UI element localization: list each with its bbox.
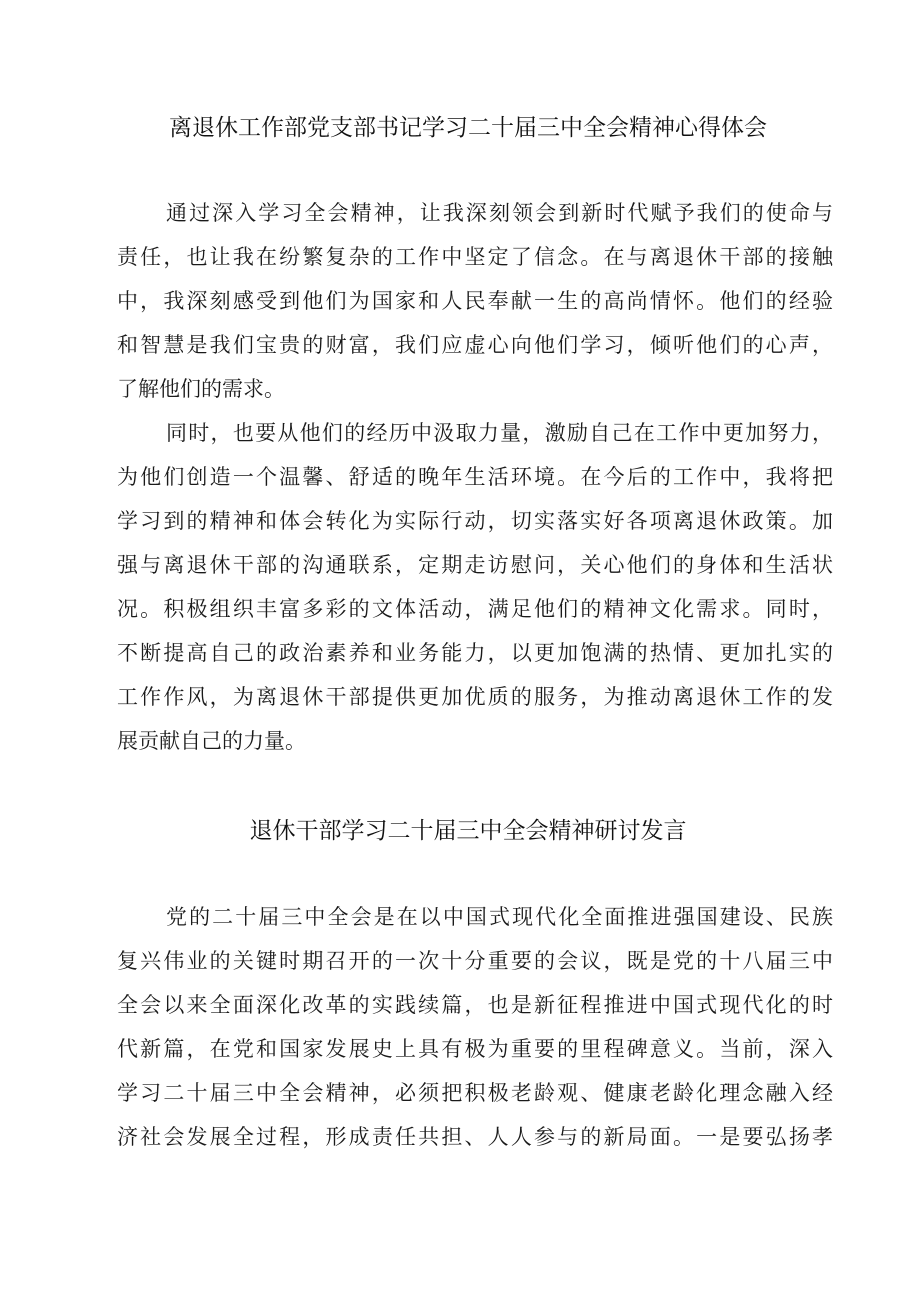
section1-p2-line: 不断提高自己的政治素养和业务能力，以更加饱满的热情、更加扎实的 bbox=[117, 641, 833, 665]
section1-p2-line: 同时，也要从他们的经历中汲取力量，激励自己在工作中更加努力， bbox=[166, 421, 833, 445]
section1-p2-line: 工作作风，为离退休干部提供更加优质的服务，为推动离退休工作的发 bbox=[117, 685, 833, 709]
section1-p2-line: 为他们创造一个温馨、舒适的晚年生活环境。在今后的工作中，我将把 bbox=[117, 465, 833, 489]
section1-p2-line: 况。积极组织丰富多彩的文体活动，满足他们的精神文化需求。同时， bbox=[117, 597, 833, 621]
section2-p1-line: 复兴伟业的关键时期召开的一次十分重要的会议，既是党的十八届三中 bbox=[117, 949, 833, 973]
section1-p1-line: 和智慧是我们宝贵的财富，我们应虚心向他们学习，倾听他们的心声， bbox=[117, 333, 833, 357]
section1-p1-line: 责任，也让我在纷繁复杂的工作中坚定了信念。在与离退休干部的接触 bbox=[117, 245, 833, 269]
section2-p1-line: 济社会发展全过程，形成责任共担、人人参与的新局面。一是要弘扬孝 bbox=[117, 1125, 833, 1149]
section2-p1-line: 学习二十届三中全会精神，必须把积极老龄观、健康老龄化理念融入经 bbox=[117, 1081, 833, 1105]
section2-title: 退休干部学习二十届三中全会精神研讨发言 bbox=[249, 818, 687, 844]
section1-p2-line: 展贡献自己的力量。 bbox=[117, 729, 306, 753]
section2-p1-line: 全会以来全面深化改革的实践续篇，也是新征程推进中国式现代化的时 bbox=[117, 993, 833, 1017]
section2-p1-line: 党的二十届三中全会是在以中国式现代化全面推进强国建设、民族 bbox=[166, 905, 833, 929]
section1-p2-line: 强与离退休干部的沟通联系，定期走访慰问，关心他们的身体和生活状 bbox=[117, 553, 833, 577]
section1-p1-line: 中，我深刻感受到他们为国家和人民奉献一生的高尚情怀。他们的经验 bbox=[117, 289, 833, 313]
section2-p1-line: 代新篇，在党和国家发展史上具有极为重要的里程碑意义。当前，深入 bbox=[117, 1037, 833, 1061]
section1-p1-line: 通过深入学习全会精神，让我深刻领会到新时代赋予我们的使命与 bbox=[166, 201, 833, 225]
section1-title: 离退休工作部党支部书记学习二十届三中全会精神心得体会 bbox=[169, 115, 767, 141]
section1-p1-line: 了解他们的需求。 bbox=[117, 377, 285, 401]
section1-p2-line: 学习到的精神和体会转化为实际行动，切实落实好各项离退休政策。加 bbox=[117, 509, 833, 533]
